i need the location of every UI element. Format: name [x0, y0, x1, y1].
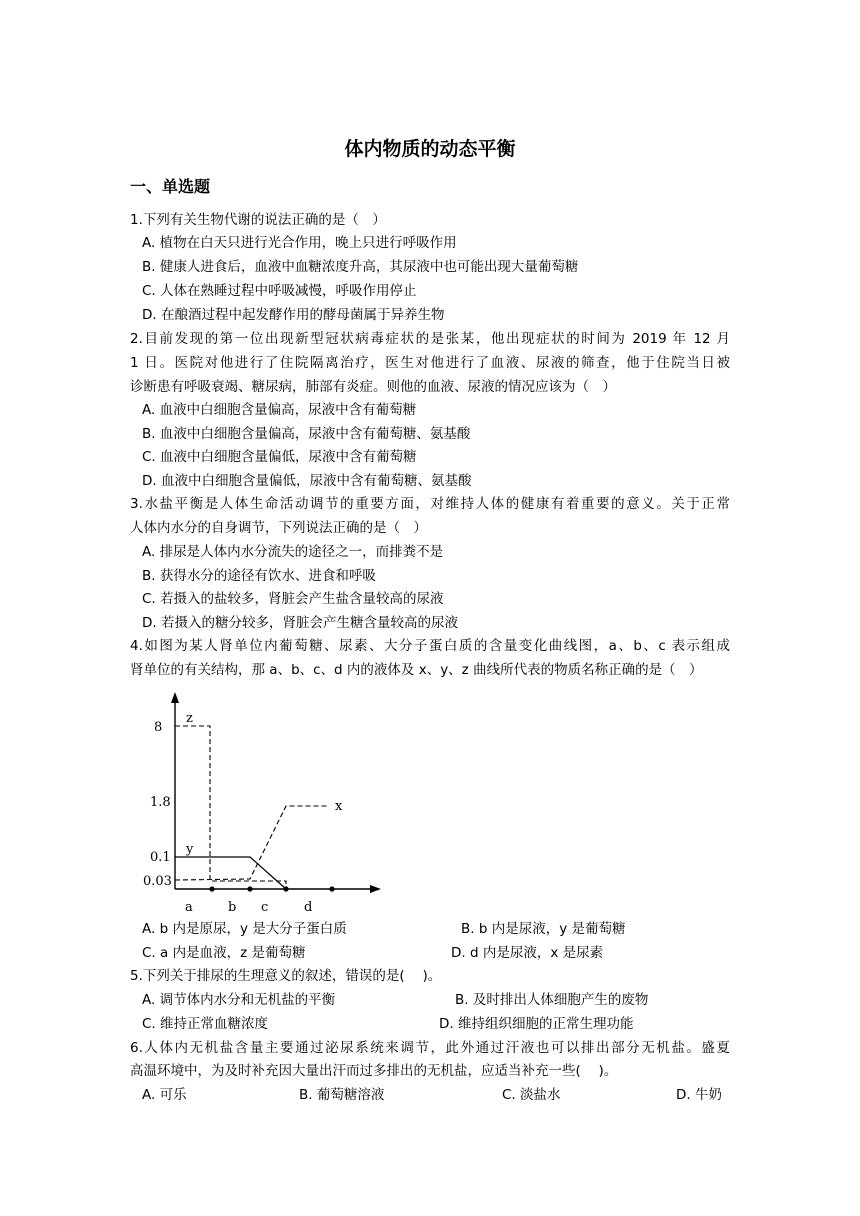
- q2-option-d: D. 血液中白细胞含量偏低，尿液中含有葡萄糖、氨基酸: [142, 473, 472, 489]
- x-label-b: b: [228, 900, 237, 915]
- x-axis-arrow: [370, 885, 381, 893]
- x-marker-d: [329, 886, 334, 891]
- kidney-substance-figure: [140, 686, 400, 915]
- q2-option-c: C. 血液中白细胞含量偏低，尿液中含有葡萄糖: [142, 449, 417, 465]
- q3-option-a: A. 排尿是人体内水分流失的途径之一，而排粪不是: [142, 544, 444, 560]
- q5-option-d: D. 维持组织细胞的正常生理功能: [439, 1016, 634, 1032]
- question-6-stem-line-2: 高温环境中，为及时补充因大量出汗而过多排出的无机盐，应适当补充一些( )。: [130, 1063, 618, 1079]
- q5-option-a: A. 调节体内水分和无机盐的平衡: [142, 992, 336, 1008]
- y-axis-arrow: [171, 692, 179, 703]
- x-marker-b: [247, 886, 252, 891]
- x-label-c: c: [261, 900, 269, 915]
- q1-option-d: D. 在酿酒过程中起发酵作用的酵母菌属于异养生物: [142, 307, 445, 323]
- y-tick-label-1.8: 1.8: [150, 795, 171, 810]
- question-2-stem-line-3: 诊断患有呼吸衰竭、糖尿病，肺部有炎症。则他的血液、尿液的情况应该为（ ）: [130, 379, 616, 395]
- curve-z: [175, 726, 286, 889]
- q4-option-a: A. b 内是原尿，y 是大分子蛋白质: [142, 921, 347, 937]
- y-tick-label-8: 8: [154, 720, 163, 735]
- curve-label-z: z: [186, 711, 193, 726]
- page-title: 体内物质的动态平衡: [344, 138, 516, 160]
- q5-option-b: B. 及时排出人体细胞产生的废物: [455, 992, 649, 1008]
- q6-option-c: C. 淡盐水: [502, 1087, 561, 1103]
- question-6-stem-line-1: 6.人体内无机盐含量主要通过泌尿系统来调节，此外通过汗液也可以排出部分无机盐。盛夏: [130, 1040, 730, 1056]
- q4-option-c: C. a 内是血液，z 是葡萄糖: [142, 945, 306, 961]
- q1-option-c: C. 人体在熟睡过程中呼吸减慢，呼吸作用停止: [142, 283, 417, 299]
- q3-option-c: C. 若摄入的盐较多，肾脏会产生盐含量较高的尿液: [142, 591, 444, 607]
- q2-option-b: B. 血液中白细胞含量偏高，尿液中含有葡萄糖、氨基酸: [142, 426, 471, 442]
- question-3-stem-line-1: 3.水盐平衡是人体生命活动调节的重要方面，对维持人体的健康有着重要的意义。关于正常: [130, 496, 730, 512]
- question-4-stem-line-1: 4.如图为某人肾单位内葡萄糖、尿素、大分子蛋白质的含量变化曲线图，a、b、c 表示组成: [130, 638, 730, 654]
- x-label-d: d: [304, 900, 313, 915]
- q1-option-a: A. 植物在白天只进行光合作用，晚上只进行呼吸作用: [142, 235, 457, 251]
- q3-option-d: D. 若摄入的糖分较多，肾脏会产生糖含量较高的尿液: [142, 615, 458, 631]
- x-label-a: a: [185, 900, 193, 915]
- q6-option-b: B. 葡萄糖溶液: [299, 1087, 385, 1103]
- question-5-stem: 5.下列关于排尿的生理意义的叙述，错误的是( )。: [130, 968, 442, 984]
- curve-y: [175, 857, 286, 889]
- y-tick-label-0.1: 0.1: [150, 850, 171, 865]
- curve-label-x: x: [335, 799, 343, 814]
- question-1-stem: 1.下列有关生物代谢的说法正确的是（ ）: [130, 212, 386, 228]
- y-tick-label-0.03: 0.03: [143, 874, 172, 889]
- question-2-stem-line-2: 1 日。医院对他进行了住院隔离治疗，医生对他进行了血液、尿液的筛查，他于住院当日被: [130, 355, 730, 371]
- q1-option-b: B. 健康人进食后，血液中血糖浓度升高，其尿液中也可能出现大量葡萄糖: [142, 259, 579, 275]
- x-marker-a: [209, 886, 214, 891]
- q5-option-c: C. 维持正常血糖浓度: [142, 1016, 269, 1032]
- curve-x: [175, 806, 328, 880]
- q4-option-d: D. d 内是尿液，x 是尿素: [451, 945, 604, 961]
- q3-option-b: B. 获得水分的途径有饮水、进食和呼吸: [142, 568, 376, 584]
- curve-label-y: y: [186, 842, 194, 857]
- section-heading: 一、单选题: [130, 177, 211, 196]
- question-4-stem-line-2: 肾单位的有关结构，那 a、b、c、d 内的液体及 x、y、z 曲线所代表的物质名称正确的是（ ）: [130, 662, 703, 678]
- q2-option-a: A. 血液中白细胞含量偏高，尿液中含有葡萄糖: [142, 402, 417, 418]
- question-3-stem-line-2: 人体内水分的自身调节，下列说法正确的是（ ）: [130, 520, 427, 536]
- q6-option-d: D. 牛奶: [676, 1087, 722, 1103]
- q6-option-a: A. 可乐: [142, 1087, 187, 1103]
- q4-option-b: B. b 内是尿液，y 是葡萄糖: [461, 921, 626, 937]
- question-2-stem-line-1: 2.目前发现的第一位出现新型冠状病毒症状的是张某，他出现症状的时间为 2019 年 12 月: [130, 331, 730, 347]
